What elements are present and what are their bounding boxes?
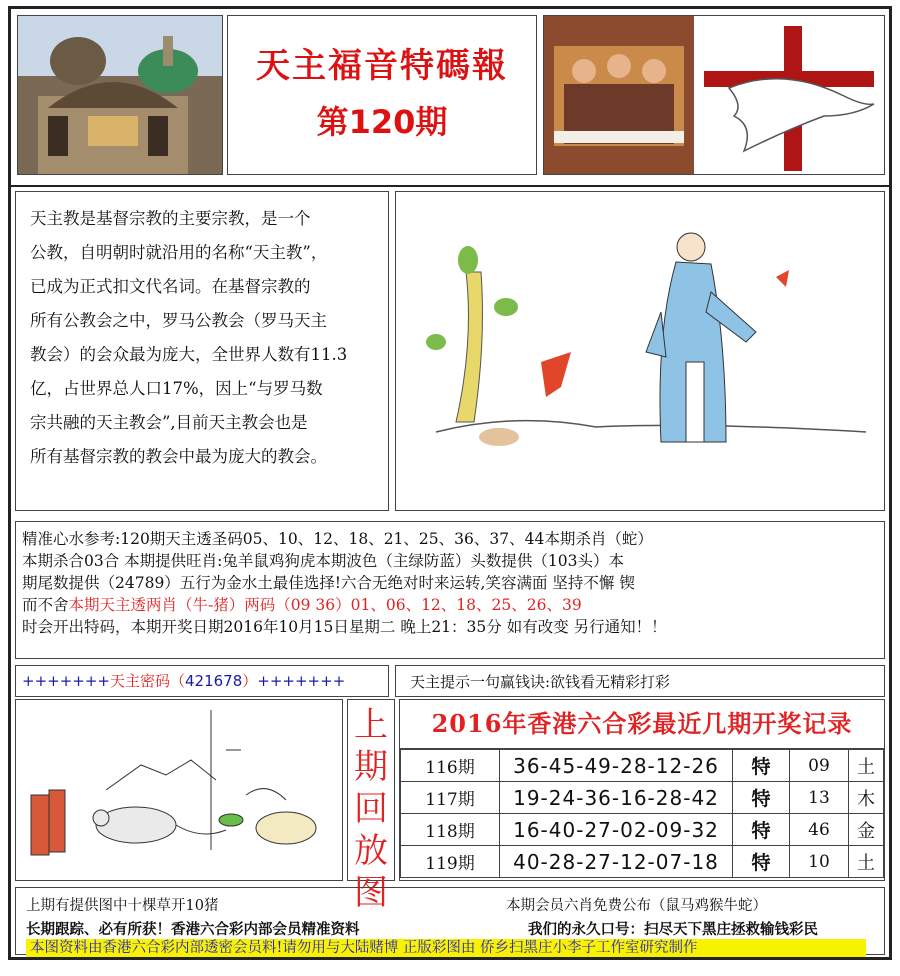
tip-line-2: 本期杀合03合 本期提供旺肖:兔羊鼠鸡狗虎本期波色（主绿防蓝）头数提供（103头）本 bbox=[22, 552, 624, 570]
special-number-cell: 13 bbox=[790, 782, 849, 814]
records-title: 2016年香港六合彩最近几期开奖记录 bbox=[400, 700, 884, 749]
numbers-cell: 19-24-36-16-28-42 bbox=[500, 782, 733, 814]
draw-records bbox=[399, 699, 885, 881]
footer-member-zodiac: 本期会员六肖免费公布（鼠马鸡猴牛蛇） bbox=[506, 898, 767, 914]
tip-line-4 bbox=[22, 594, 876, 616]
tip-line-1: 精准心水参考:120期天主透圣码05、10、12、18、21、25、36、37、44本期杀肖（蛇） bbox=[22, 530, 653, 548]
special-number-cell: 09 bbox=[790, 750, 849, 782]
secret-close: ） bbox=[242, 672, 258, 690]
special-label-cell: 特 bbox=[733, 782, 790, 814]
special-number-cell: 46 bbox=[790, 814, 849, 846]
paper-title: 天主福音特碼報 bbox=[256, 46, 508, 86]
secret-code bbox=[15, 665, 389, 697]
footer bbox=[11, 887, 889, 957]
element-cell: 土 bbox=[849, 750, 884, 782]
footer-banner: 本图资料由香港六合彩内部透密会员料!请勿用与大陆赌博 正版彩图由 侨乡扫黑庄小李子工作室研究制作 bbox=[26, 939, 866, 957]
issue-number: 第120期 bbox=[316, 103, 448, 141]
secret-code-value: 421678 bbox=[185, 672, 243, 690]
tip-line-4-highlight: 本期天主透两肖（牛-猪）两码（09 36）01、06、12、18、25、26、39 bbox=[68, 596, 582, 614]
table-row bbox=[401, 814, 884, 846]
special-label-cell: 特 bbox=[733, 750, 790, 782]
secret-plus-left: +++++++ bbox=[22, 672, 110, 690]
intro-line: 所有基督宗教的教会中最为庞大的教会。 bbox=[30, 447, 327, 466]
vertical-char: 回 bbox=[354, 789, 388, 829]
intro-line: 所有公教会之中，罗马公教会（罗马天主 bbox=[30, 311, 327, 330]
winning-tip: 天主提示一句赢钱诀:欲钱看无精彩打彩 bbox=[395, 665, 885, 697]
tip-line-5: 时会开出特码，本期开奖日期2016年10月15日星期二 晚上21：35分 如有改变 另行通知！！ bbox=[22, 618, 667, 636]
newspaper-page bbox=[8, 6, 892, 960]
last-issue-vertical-label bbox=[347, 699, 395, 913]
last-issue-sketch bbox=[15, 699, 343, 881]
vertical-char: 期 bbox=[354, 747, 388, 787]
special-label-cell: 特 bbox=[733, 846, 790, 878]
tips-section bbox=[11, 519, 889, 659]
intro-line: 公教，自明朝时就沿用的名称“天主教”， bbox=[30, 243, 328, 262]
intro-line: 天主教是基督宗教的主要宗教，是一个 bbox=[30, 209, 311, 228]
intro-text bbox=[15, 191, 389, 511]
secret-plus-right: +++++++ bbox=[257, 672, 346, 690]
footer-member-ad: 长期跟踪、必有所获！香港六合彩内部会员精准资料 bbox=[26, 921, 360, 938]
period-cell: 117期 bbox=[401, 782, 500, 814]
numbers-cell: 36-45-49-28-12-26 bbox=[500, 750, 733, 782]
scholar-illustration bbox=[395, 191, 885, 511]
vertical-char: 图 bbox=[354, 873, 388, 913]
table-row bbox=[401, 750, 884, 782]
footer-slogan: 我们的永久口号：扫尽天下黑庄拯救输钱彩民 bbox=[528, 921, 818, 938]
tip-line-3: 期尾数提供（24789）五行为金水土最佳选择!六合无绝对时来运转,笑容满面 坚持不懈 锲 bbox=[22, 574, 635, 592]
period-cell: 118期 bbox=[401, 814, 500, 846]
intro-section bbox=[11, 187, 889, 517]
header bbox=[11, 9, 889, 187]
intro-line: 教会）的会众最为庞大，全世界人数有11.3 bbox=[30, 345, 348, 364]
numbers-cell: 40-28-27-12-07-18 bbox=[500, 846, 733, 878]
table-row bbox=[401, 782, 884, 814]
church-photo bbox=[17, 15, 223, 175]
title-box bbox=[227, 15, 537, 175]
tip-line-4-prefix: 而不舍 bbox=[22, 596, 69, 614]
element-cell: 金 bbox=[849, 814, 884, 846]
period-cell: 116期 bbox=[401, 750, 500, 782]
secret-label: 天主密码（ bbox=[109, 672, 185, 690]
religious-artwork bbox=[543, 15, 885, 175]
period-cell: 119期 bbox=[401, 846, 500, 878]
intro-line: 已成为正式扣文代名词。在基督宗教的 bbox=[30, 277, 311, 296]
table-row bbox=[401, 846, 884, 878]
vertical-char: 上 bbox=[354, 705, 388, 745]
footer-box bbox=[15, 887, 885, 955]
numbers-cell: 16-40-27-02-09-32 bbox=[500, 814, 733, 846]
records-table bbox=[400, 749, 884, 878]
special-number-cell: 10 bbox=[790, 846, 849, 878]
vertical-char: 放 bbox=[354, 831, 388, 871]
element-cell: 木 bbox=[849, 782, 884, 814]
intro-line: 亿，占世界总人口17%，因上“与罗马数 bbox=[30, 379, 323, 398]
element-cell: 土 bbox=[849, 846, 884, 878]
intro-line: 宗共融的天主教会”,目前天主教会也是 bbox=[30, 413, 308, 432]
tips-box bbox=[15, 521, 885, 659]
footer-last-issue-note: 上期有提供图中十棵草开10猪 bbox=[26, 898, 219, 914]
special-label-cell: 特 bbox=[733, 814, 790, 846]
